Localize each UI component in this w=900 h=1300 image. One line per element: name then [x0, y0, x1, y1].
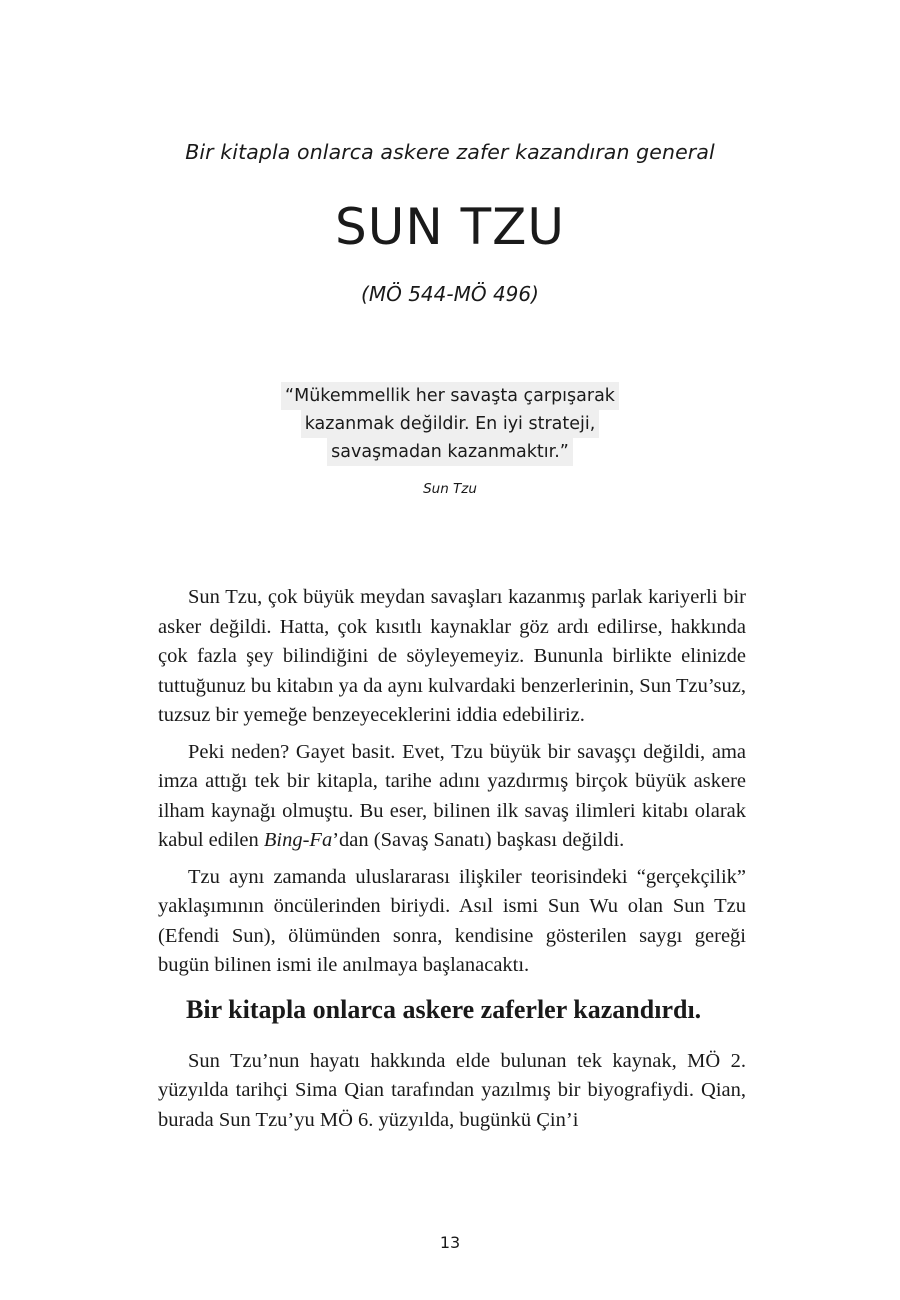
chapter-dates: (MÖ 544-MÖ 496) [361, 282, 539, 306]
paragraph: Sun Tzu, çok büyük meydan savaşları kazanmış parlak kariyerli bir asker değildi. Hatta, çok kısıtlı kaynaklar göz ardı edilirse, hakkında çok fazla şey bilindiğini de söyleyemeyiz. Bununla birlikte elinizde tuttuğunuz bu kitabın ya da aynı kulvardaki benzerlerinin, Sun Tzu’suz, tuzsuz bir yemeğe benzeyeceklerini iddia edebiliriz. [158, 586, 746, 726]
body-text [158, 583, 746, 1142]
paragraph: Tzu aynı zamanda uluslararası ilişkiler teorisindeki “gerçekçilik” yaklaşımının öncülerinden biriydi. Asıl ismi Sun Wu olan Sun Tzu (Efendi Sun), ölümünden sonra, kendisine gösterilen saygı gereği bugün bilinen ismi ile anılmaya başlanacaktı. [158, 865, 746, 976]
paragraph [158, 738, 746, 856]
paragraph-text: ’dan (Savaş Sanatı) başkası değildi. [332, 829, 625, 851]
epigraph-quote [0, 382, 900, 466]
chapter-subtitle: Bir kitapla onlarca askere zafer kazandıran general [185, 140, 715, 164]
section-heading: Bir kitapla onlarca askere zaferler kazandırdı. [186, 994, 702, 1024]
chapter-title: SUN TZU [334, 198, 566, 256]
quote-author: Sun Tzu [423, 481, 477, 497]
paragraph: Sun Tzu’nun hayatı hakkında elde bulunan tek kaynak, MÖ 2. yüzyılda tarihçi Sima Qian tarafından yazılmış bir biyografiydi. Qian, burada Sun Tzu’yu MÖ 6. yüzyılda, bugünkü Çin’i [158, 1049, 746, 1131]
paragraph-text: Peki neden? Gayet basit. Evet, Tzu büyük bir savaşçı değildi, ama imza attığı tek bir kitapla, tarihe adını yazdırmış birçok büyük askere ilham kaynağı olmuştu. Bu eser, bilinen ilk savaş ilimleri kitabı olarak kabul edilen [158, 740, 746, 851]
quote-line: savaşmadan kazanmaktır.” [327, 438, 573, 466]
quote-line: “Mükemmellik her savaşta çarpışarak [281, 382, 619, 410]
book-title-italic: Bing-Fa [263, 829, 333, 851]
quote-line: kazanmak değildir. En iyi strateji, [301, 410, 600, 438]
page-number: 13 [439, 1233, 461, 1252]
